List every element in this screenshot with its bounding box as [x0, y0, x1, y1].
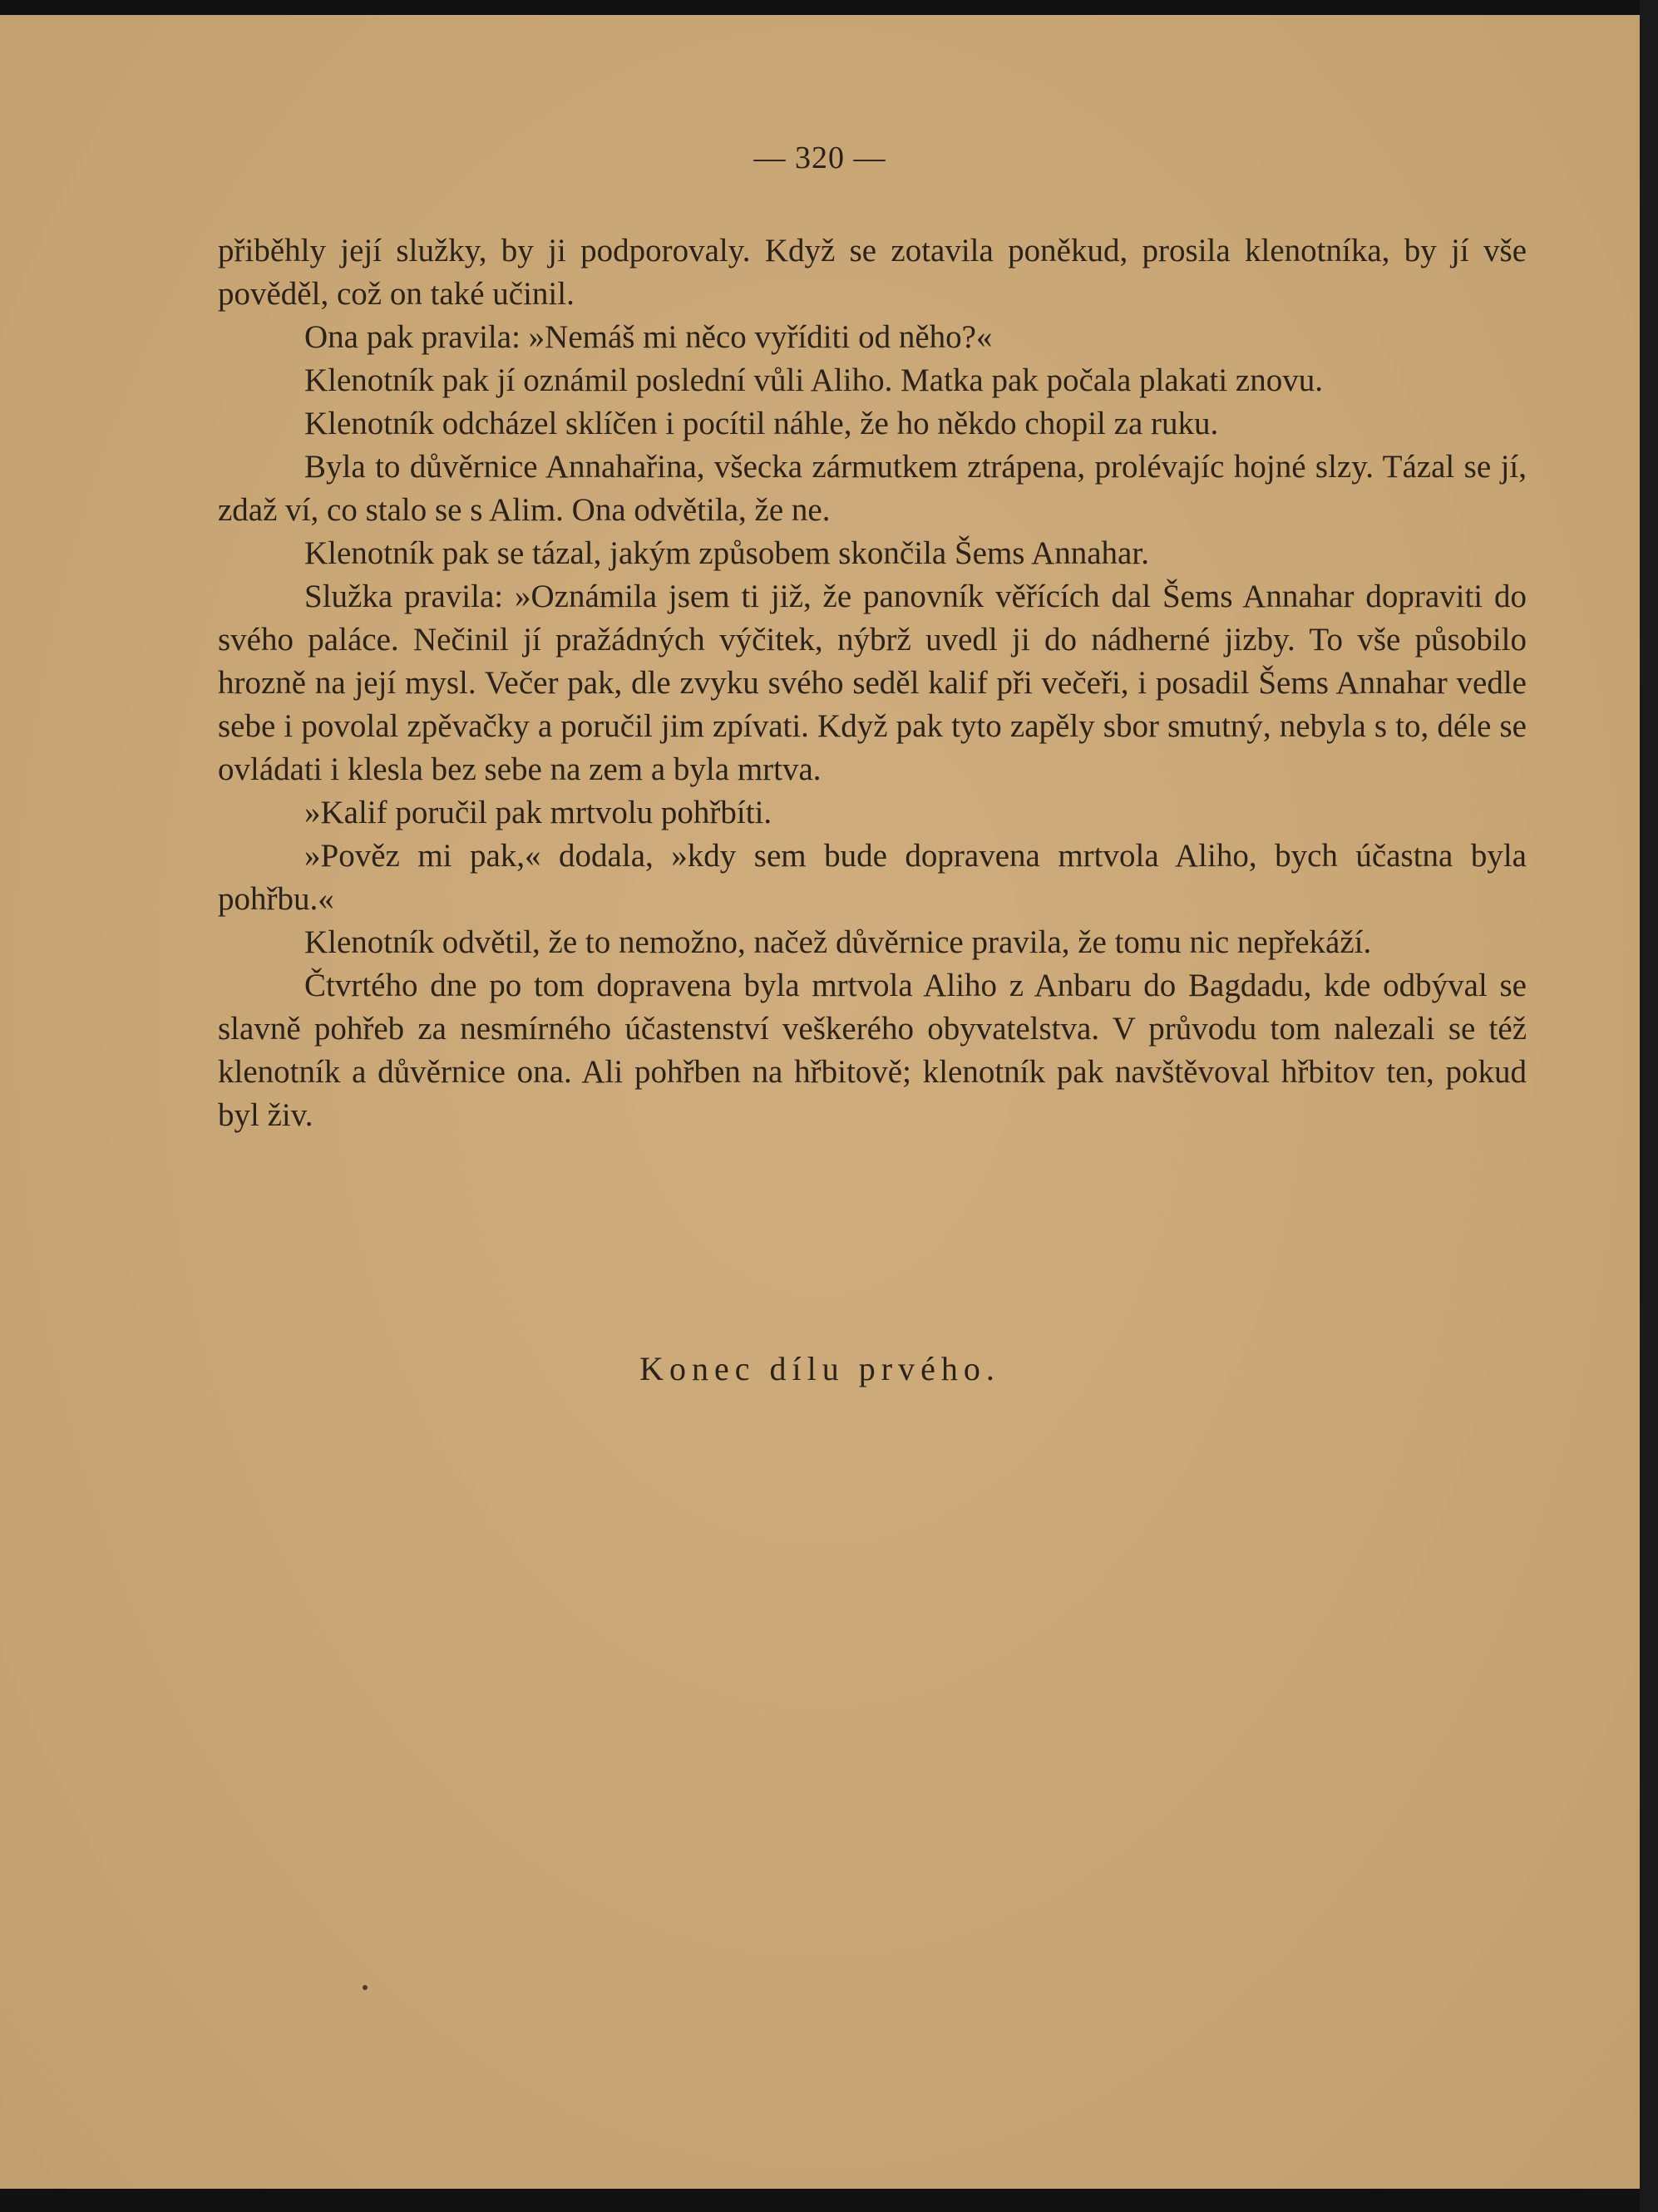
paragraph: Klenotník odcházel sklíčen i pocítil náhle, že ho někdo chopil za ruku.: [304, 406, 1219, 441]
paragraph: Byla to důvěrnice Annahařina, všecka zármutkem ztrápena, prolévajíc hojné slzy. Tázal se jí, zdaž ví, co stalo se s Alim. Ona odvětila, že ne.: [218, 449, 1527, 528]
paragraph: přiběhly její služky, by ji podporovaly. Když se zotavila poněkud, prosila klenotníka, by jí vše pověděl, což on také učinil.: [218, 233, 1527, 312]
paragraph: Ona pak pravila: »Nemáš mi něco vyříditi od něho?«: [304, 319, 993, 355]
paragraph: »Kalif poručil pak mrtvolu pohřbíti.: [304, 795, 772, 830]
paragraph: Služka pravila: »Oznámila jsem ti již, že panovník věřících dal Šems Annahar dopraviti do svého paláce. Nečinil jí pražádných výčitek, nýbrž uvedl ji do nádherné jizby. To vše působilo hrozně na její mysl. Večer pak, dle zvyku svého seděl kalif při večeři, i posadil Šems Annahar vedle sebe i povolal zpěvačky a poručil jim zpívati. Když pak tyto zapěly sbor smutný, nebyla s to, déle se ovládati i klesla bez sebe na zem a byla mrtva.: [218, 579, 1527, 787]
paragraph: Klenotník pak jí oznámil poslední vůli Aliho. Matka pak počala plakati znovu.: [304, 362, 1323, 398]
paragraph: Klenotník odvětil, že to nemožno, načež důvěrnice pravila, že tomu nic nepřekáží.: [304, 924, 1372, 960]
body-text: [218, 229, 1527, 1137]
book-spine-edge: [1640, 0, 1658, 2212]
paper-speck: [363, 1985, 368, 1990]
book-page: [0, 15, 1640, 2189]
paragraph: »Pověz mi pak,« dodala, »kdy sem bude dopravena mrtvola Aliho, bych účastna byla pohřbu.«: [218, 838, 1527, 917]
paragraph: Čtvrtého dne po tom dopravena byla mrtvola Aliho z Anbaru do Bagdadu, kde odbýval se slavně pohřeb za nesmírného účastenství veškerého obyvatelstva. V průvodu tom nalezali se též klenotník a důvěrnice ona. Ali pohřben na hřbitově; klenotník pak navštěvoval hřbitov ten, pokud byl živ.: [218, 968, 1527, 1133]
closing-line: Konec dílu prvého.: [639, 1350, 1000, 1387]
paragraph: Klenotník pak se tázal, jakým způsobem skončila Šems Annahar.: [304, 535, 1149, 571]
page-number: — 320 —: [753, 140, 886, 175]
